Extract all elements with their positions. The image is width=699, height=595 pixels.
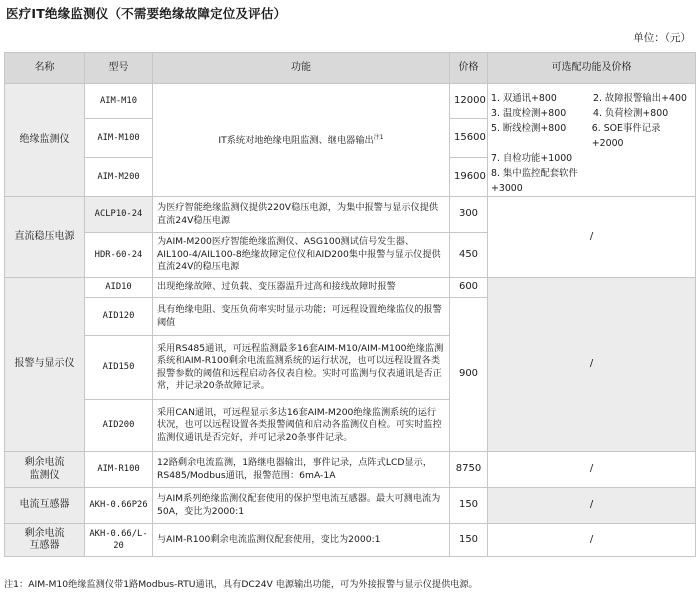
- group-name-alarm: 报警与显示仪: [5, 278, 85, 452]
- footnote-ref: 注1: [373, 134, 384, 142]
- options-none: /: [488, 524, 696, 557]
- option-item: 2. 故障报警输出+400: [593, 93, 687, 104]
- func-cell-insulation: [153, 84, 450, 197]
- price-cell: 8750: [450, 452, 488, 488]
- price-cell: 600: [450, 278, 488, 298]
- group-name-psu: 直流稳压电源: [5, 197, 85, 278]
- option-item: 7. 自检功能+1000: [491, 153, 573, 164]
- header-row: [5, 53, 696, 84]
- header-options: 可选配功能及价格: [488, 53, 696, 84]
- table-row: [5, 84, 696, 119]
- model-cell: ACLP10-24: [85, 197, 153, 233]
- option-row: [491, 106, 691, 121]
- option-item: 4. 负荷检测+800: [593, 108, 669, 119]
- option-item: 3. 温度检测+800: [491, 108, 567, 119]
- group-name-rct: 剩余电流 互感器: [5, 524, 85, 557]
- options-none: /: [488, 488, 696, 524]
- price-cell: 300: [450, 197, 488, 233]
- page-title: 医疗IT绝缘监测仪（不需要绝缘故障定位及评估）: [6, 6, 287, 21]
- model-cell: AID150: [85, 336, 153, 400]
- func-text: IT系统对地绝缘电阻监测、继电器输出: [218, 135, 374, 147]
- group-name-insulation: 绝缘监测仪: [5, 84, 85, 197]
- model-cell: AIM-R100: [85, 452, 153, 488]
- option-row: [491, 151, 691, 166]
- price-cell: 12000: [450, 84, 488, 119]
- price-table: [4, 52, 696, 557]
- model-cell: AID10: [85, 278, 153, 298]
- func-cell: 出现绝缘故障、过负载、变压器温升过高和接线故障时报警: [153, 278, 450, 298]
- model-cell: AID120: [85, 298, 153, 336]
- group-name-rcm: 剩余电流 监测仪: [5, 452, 85, 488]
- table-row: [5, 452, 696, 488]
- table-row: [5, 524, 696, 557]
- func-cell: 采用CAN通讯，可远程显示多达16套AIM-M200绝缘监测系统的运行状况，也可以远程设置各类报警阈值和启动各监测仪自检。可实时监控监测仪通讯是否完好，并可记录20条事件记录。: [153, 400, 450, 452]
- model-cell: AIM-M200: [85, 158, 153, 197]
- option-row: [491, 91, 691, 106]
- group-name-ct: 电流互感器: [5, 488, 85, 524]
- table-row: [5, 488, 696, 524]
- func-cell: 与AIM-R100剩余电流监测仪配套使用，变比为2000:1: [153, 524, 450, 557]
- header-price: 价格: [450, 53, 488, 84]
- model-cell: AKH-0.66/L-20: [85, 524, 153, 557]
- model-cell: HDR-60-24: [85, 233, 153, 278]
- options-cell: [488, 84, 696, 197]
- func-cell: 具有绝缘电阻、变压负荷率实时显示功能；可远程设置绝缘监仪的报警阈值: [153, 298, 450, 336]
- price-cell-alarm: 900: [450, 298, 488, 452]
- footnote: 注1：AIM-M10绝缘监测仪带1路Modbus-RTU通讯，具有DC24V 电源输出功能，可为外接报警与显示仪提供电源。: [4, 579, 478, 590]
- options-none: /: [488, 278, 696, 452]
- model-cell: AIM-M10: [85, 84, 153, 119]
- option-row: [491, 166, 691, 196]
- price-cell: 150: [450, 488, 488, 524]
- model-cell: AKH-0.66P26: [85, 488, 153, 524]
- option-item: 6. SOE事件记录+2000: [591, 123, 661, 149]
- model-cell: AID200: [85, 400, 153, 452]
- table-row: [5, 197, 696, 233]
- option-item: 8. 集中监控配套软件+3000: [491, 168, 578, 194]
- option-item: 5. 断线检测+800: [491, 123, 567, 134]
- func-cell: 为AIM-M200医疗智能绝缘监测仪、ASG100测试信号发生器、AIL100-4/AIL100-8绝缘故障定位仪和AID200集中报警与显示仪提供直流24V的稳压电源: [153, 233, 450, 278]
- price-cell: 15600: [450, 119, 488, 158]
- table-row: [5, 278, 696, 298]
- model-cell: AIM-M100: [85, 119, 153, 158]
- options-none: /: [488, 452, 696, 488]
- option-row: [491, 121, 691, 151]
- header-func: 功能: [153, 53, 450, 84]
- price-cell: 450: [450, 233, 488, 278]
- option-item: 1. 双通讯+800: [491, 93, 557, 104]
- price-cell: 150: [450, 524, 488, 557]
- options-none: /: [488, 197, 696, 278]
- unit-label: 单位：（元）: [633, 32, 691, 44]
- header-name: 名称: [5, 53, 85, 84]
- func-cell: 采用RS485通讯，可远程监测最多16套AIM-M10/AIM-M100绝缘监测系统和AIM-R100剩余电流监测系统的运行状况，也可以远程设置各类报警参数的阈值和远程启动各仪表自检。实时可监测与仪表通讯是否正常，并记录20条故障记录。: [153, 336, 450, 400]
- func-cell: 与AIM系列绝缘监测仪配套使用的保护型电流互感器。最大可测电流为50A，变比为2000:1: [153, 488, 450, 524]
- func-cell: 12路剩余电流监测，1路继电器输出，事件记录，点阵式LCD显示，RS485/Modbus通讯，报警范围：6mA-1A: [153, 452, 450, 488]
- header-model: 型号: [85, 53, 153, 84]
- func-cell: 为医疗智能绝缘监测仪提供220V稳压电源，为集中报警与显示仪提供直流24V稳压电源: [153, 197, 450, 233]
- price-cell: 19600: [450, 158, 488, 197]
